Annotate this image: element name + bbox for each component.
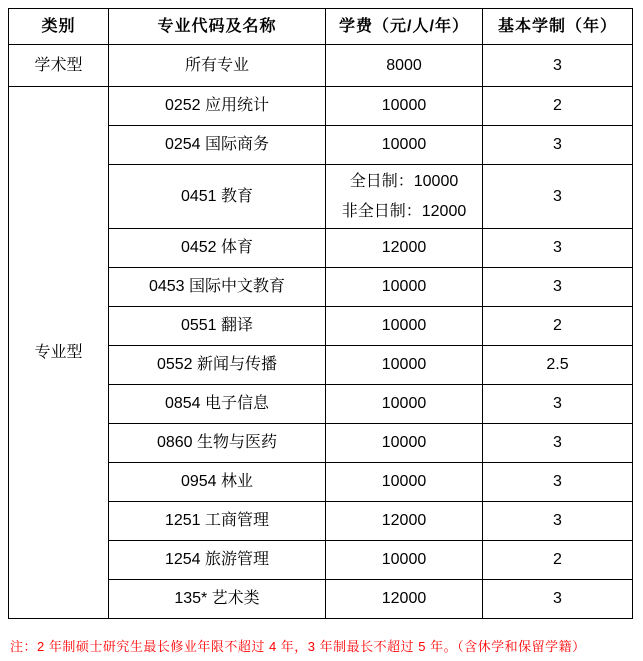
fee-cell: 10000 <box>326 541 483 580</box>
duration-cell: 2 <box>483 307 633 346</box>
program-cell: 0551 翻译 <box>109 307 326 346</box>
fee-cell: 10000 <box>326 268 483 307</box>
duration-cell: 2.5 <box>483 346 633 385</box>
fee-cell: 12000 <box>326 580 483 619</box>
program-cell: 0252 应用统计 <box>109 87 326 126</box>
fee-cell: 8000 <box>326 45 483 87</box>
duration-cell: 3 <box>483 580 633 619</box>
fee-cell: 10000 <box>326 463 483 502</box>
fee-cell: 10000 <box>326 385 483 424</box>
program-cell: 0854 电子信息 <box>109 385 326 424</box>
program-cell: 135* 艺术类 <box>109 580 326 619</box>
header-cell-duration: 基本学制（年） <box>483 9 633 45</box>
program-cell: 1254 旅游管理 <box>109 541 326 580</box>
duration-cell: 3 <box>483 424 633 463</box>
duration-cell: 3 <box>483 502 633 541</box>
program-cell: 0451 教育 <box>109 165 326 229</box>
program-cell: 0452 体育 <box>109 229 326 268</box>
category-cell-professional: 专业型 <box>9 87 109 619</box>
category-cell-academic: 学术型 <box>9 45 109 87</box>
fee-cell: 10000 <box>326 87 483 126</box>
duration-cell: 2 <box>483 87 633 126</box>
fee-cell: 10000 <box>326 346 483 385</box>
footnote: 注：2 年制硕士研究生最长修业年限不超过 4 年，3 年制最长不超过 5 年。（含休学和保留学籍） <box>10 639 586 654</box>
fee-cell: 10000 <box>326 126 483 165</box>
table-row <box>9 45 633 87</box>
header-cell-category: 类别 <box>9 9 109 45</box>
table-row <box>9 87 633 126</box>
program-cell: 1251 工商管理 <box>109 502 326 541</box>
fee-cell: 10000 <box>326 424 483 463</box>
duration-cell: 3 <box>483 229 633 268</box>
program-cell: 0860 生物与医药 <box>109 424 326 463</box>
fee-cell: 12000 <box>326 229 483 268</box>
header-cell-program: 专业代码及名称 <box>109 9 326 45</box>
tuition-table <box>8 8 633 619</box>
duration-cell: 3 <box>483 463 633 502</box>
duration-cell: 3 <box>483 268 633 307</box>
fee-cell: 12000 <box>326 502 483 541</box>
program-cell: 0552 新闻与传播 <box>109 346 326 385</box>
fee-line-parttime: 非全日制：12000 <box>341 202 467 220</box>
duration-cell: 3 <box>483 385 633 424</box>
duration-cell: 3 <box>483 126 633 165</box>
duration-cell: 3 <box>483 45 633 87</box>
program-cell: 所有专业 <box>109 45 326 87</box>
fee-line-fulltime: 全日制：10000 <box>349 172 459 190</box>
fee-cell: 10000 <box>326 307 483 346</box>
duration-cell: 2 <box>483 541 633 580</box>
fee-cell <box>326 165 483 229</box>
header-cell-fee: 学费（元/人/年） <box>326 9 483 45</box>
program-cell: 0954 林业 <box>109 463 326 502</box>
duration-cell: 3 <box>483 165 633 229</box>
table-header-row <box>9 9 633 45</box>
program-cell: 0254 国际商务 <box>109 126 326 165</box>
program-cell: 0453 国际中文教育 <box>109 268 326 307</box>
